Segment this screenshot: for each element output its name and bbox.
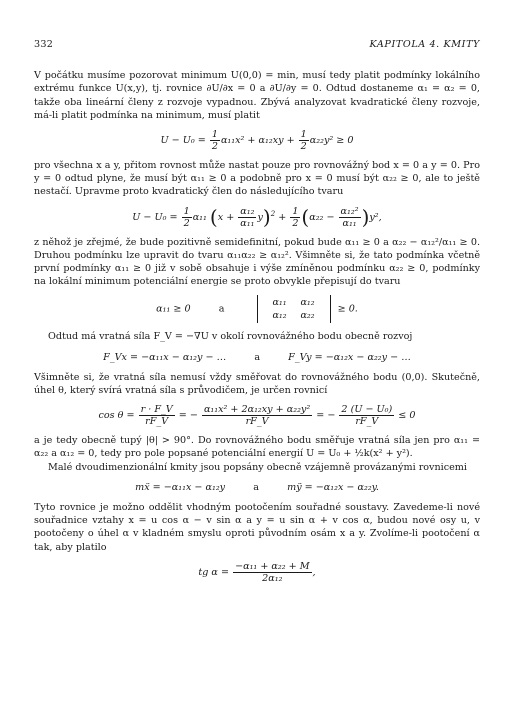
paragraph-2: pro všechna x a y, přitom rovnost může nastat pouze pro rovnovážný bod x = 0 a y = 0. Pro y = 0 odtud plyne, že musí být α₁₁ ≥ 0 a podobně pro x = 0 musí být α₂₂ ≥ 0, ale to ještě nestačí. Upravme proto kvadratický člen do následujícího tvaru bbox=[34, 160, 480, 198]
eq1-rhs: α₁₁x² + α₁₂xy + bbox=[220, 135, 295, 147]
eq6-y: mÿ = −α₁₂x − α₂₂y. bbox=[287, 481, 379, 493]
eq3-right: ≥ 0. bbox=[337, 303, 358, 315]
equation-quadratic-form bbox=[34, 129, 480, 152]
equation-force-expansion bbox=[34, 351, 480, 364]
eq3-and: a bbox=[218, 303, 225, 315]
paragraph-1: V počátku musíme pozorovat minimum U(0,0) = min, musí tedy platit podmínky lokálního extrému funkce U(x,y), tj. rovnice ∂U/∂x = 0 a ∂U/∂y = 0. Odtud dostaneme α₁ = α₂ = 0, takže oba lineární členy z rozvoje vypadnou. Zbývá analyzovat kvadratické členy rozvoje, má-li platit podmínka na minimum, musí platit bbox=[34, 70, 480, 121]
eq3-left: α₁₁ ≥ 0 bbox=[156, 303, 191, 315]
fraction-a12sq-a11: $\frac{\text{α₁₂²}}{\text{α₁₁}}$ bbox=[340, 205, 359, 229]
det-a21: α₁₂ bbox=[272, 310, 287, 322]
running-header bbox=[34, 38, 480, 51]
eq2-tail: y², bbox=[369, 211, 382, 223]
det-a22: α₂₂ bbox=[300, 310, 315, 322]
chapter-title: KAPITOLA 4. KMITY bbox=[369, 39, 480, 50]
eq6-x: mẍ = −α₁₁x − α₁₂y bbox=[135, 481, 226, 493]
eq2-lhs: U − U₀ = bbox=[132, 211, 178, 223]
eq7-lhs: tg α = bbox=[198, 566, 229, 578]
eq2-coef: α₁₁ bbox=[192, 211, 207, 223]
equation-cos-theta: cos θ = $\frac{r \cdot F\_V}{rF\_V}$ = − $\frac{\text{α₁₁x² + 2α₁₂xy + α₂₂y²}}{rF\_V}$ = − $\frac{\text{2 (U − U₀)}}{rF\_V}$ ≤ 0 bbox=[98, 404, 416, 428]
equation-coupled-oscillations bbox=[34, 481, 480, 494]
paragraph-6: a je tedy obecně tupý |θ| > 90°. Do rovnovážného bodu směřuje vratná síla jen pro α₁₁ = α₂₂ a α₁₂ = 0, tedy pro pole popsané potenciální energií U = U₀ + ½k(x² + y²). bbox=[34, 435, 480, 460]
eq5-tail: ≤ 0 bbox=[398, 410, 416, 422]
fraction-half: $\frac{1}{2}$ bbox=[211, 129, 218, 153]
eq4-fvx: F_Vx = −α₁₁x − α₁₂y − … bbox=[103, 351, 227, 363]
paragraph-3: z něhož je zřejmé, že bude pozitivně semidefinitní, pokud bude α₁₁ ≥ 0 a α₂₂ − α₁₂²/α₁₁ ≥ 0. Druhou podmínku lze upravit do tvaru α₁₁α₂₂ ≥ α₁₂². Všimněte si, že tato podmínka včetně první podmínky α₁₁ ≥ 0 již v sobě obsahuje i výše zmíněnou podmínku α₂₂ ≥ 0, podmínky na lokální minimum potenciální energie se proto obvykle přepisují do tvaru bbox=[34, 236, 480, 288]
determinant bbox=[257, 295, 331, 323]
paragraph-7: Malé dvoudimenzionální kmity jsou popsány obecně vzájemně provázanými rovnicemi bbox=[48, 461, 467, 473]
det-a12: α₁₂ bbox=[300, 297, 315, 309]
book-page bbox=[34, 38, 480, 591]
equation-completed-square: U − U₀ = $\frac{1}{2}$ α₁₁ (x + $\frac{\text{α₁₂}}{\text{α₁₁}}$ y)$^2$ + $\frac{1}{2}$ (α₂₂ − $\frac{\text{α₁₂²}}{\text{α₁₁}}$ )y², bbox=[132, 204, 382, 229]
eq1-tail: α₂₂y² ≥ 0 bbox=[309, 135, 354, 147]
eq5-lhs: cos θ = bbox=[98, 410, 135, 422]
fraction-half-3: $\frac{1}{2}$ bbox=[183, 205, 190, 229]
fraction-tan-alpha: $\frac{\text{−α₁₁ + α₂₂ + M}}{\text{2α₁₂}}$ bbox=[235, 560, 310, 584]
fraction-quadratic: $\frac{\text{α₁₁x² + 2α₁₂xy + α₂₂y²}}{rF\_V}$ bbox=[203, 404, 311, 428]
fraction-energy: $\frac{\text{2 (U − U₀)}}{rF\_V}$ bbox=[341, 404, 393, 428]
fraction-a12-a11: $\frac{\text{α₁₂}}{\text{α₁₁}}$ bbox=[240, 205, 255, 229]
eq4-and: a bbox=[254, 351, 261, 363]
fraction-half-2: $\frac{1}{2}$ bbox=[300, 129, 307, 153]
equation-minimum-conditions bbox=[34, 295, 480, 323]
paragraph-5: Všimněte si, že vratná síla nemusí vždy směřovat do rovnovážného bodu (0,0). Skutečně, úhel θ, který svírá vratná síla s průvodičem, je určen rovnicí bbox=[34, 371, 480, 397]
eq6-and: a bbox=[253, 481, 259, 493]
fraction-half-4: $\frac{1}{2}$ bbox=[292, 205, 299, 229]
page-number: 332 bbox=[34, 39, 54, 50]
det-a11: α₁₁ bbox=[272, 297, 287, 309]
paragraph-8: Tyto rovnice je možno oddělit vhodným pootočením souřadné soustavy. Zavedeme-li nové souřadnice vztahy x = u cos α − v sin α a y = u sin α + v cos α, budou nové osy u, v pootočeny o úhel α v kladném smyslu oproti původním osám x a y. Zvolíme-li pootočení α tak, aby platilo bbox=[34, 502, 480, 553]
eq4-fvy: F_Vy = −α₁₂x − α₂₂y − … bbox=[288, 351, 411, 363]
eq1-lhs: U − U₀ = bbox=[160, 135, 206, 147]
equation-rotation-angle: tg α = $\frac{\text{−α₁₁ + α₂₂ + M}}{\text{2α₁₂}}$ , bbox=[198, 560, 316, 584]
paragraph-4: Odtud má vratná síla F_V = −∇U v okolí rovnovážného bodu obecně rozvoj bbox=[48, 331, 413, 343]
fraction-r-fv: $\frac{r \cdot F\_V}{rF\_V}$ bbox=[140, 404, 173, 428]
